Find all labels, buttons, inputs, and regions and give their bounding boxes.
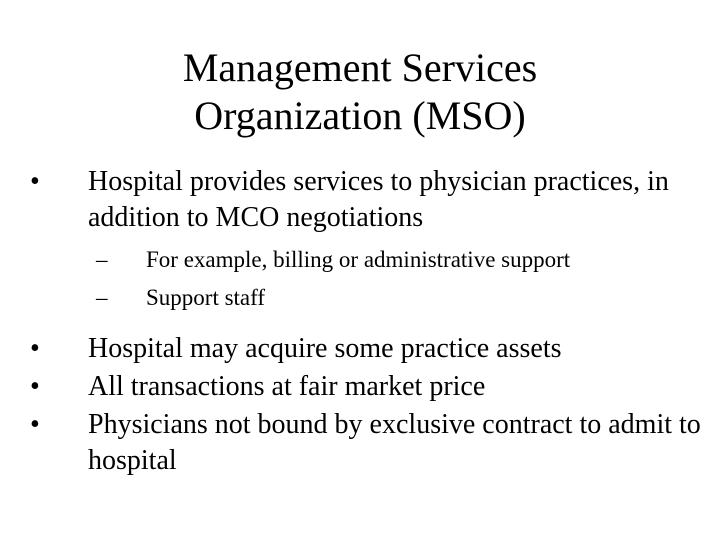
bullet-dot-icon: • — [30, 166, 40, 197]
sub-item — [30, 241, 710, 279]
bullet-item — [30, 331, 710, 367]
bullet-dot-icon: • — [30, 409, 40, 440]
slide-title — [0, 44, 720, 140]
sub-list — [30, 241, 710, 317]
bullet-text: All transactions at fair market price — [88, 371, 486, 402]
title-line-2: Organization (MSO) — [194, 93, 526, 138]
bullet-item — [30, 369, 710, 405]
bullet-dot-icon: • — [30, 333, 40, 364]
bullet-text: Physicians not bound by exclusive contract to admit to hospital — [88, 409, 701, 476]
bullet-item — [30, 164, 710, 236]
bullet-item — [30, 407, 710, 479]
slide-body — [30, 164, 710, 481]
bullet-dot-icon: • — [30, 371, 40, 402]
title-line-1: Management Services — [182, 45, 538, 90]
sub-item — [30, 279, 710, 317]
bullet-text: Hospital provides services to physician practices, in addition to MCO negotiations — [88, 166, 669, 233]
sub-item-text: For example, billing or administrative support — [146, 247, 571, 272]
sub-item-text: Support staff — [146, 285, 266, 310]
dash-icon: – — [96, 285, 108, 310]
dash-icon: – — [96, 247, 108, 272]
bullet-text: Hospital may acquire some practice assets — [88, 333, 562, 364]
